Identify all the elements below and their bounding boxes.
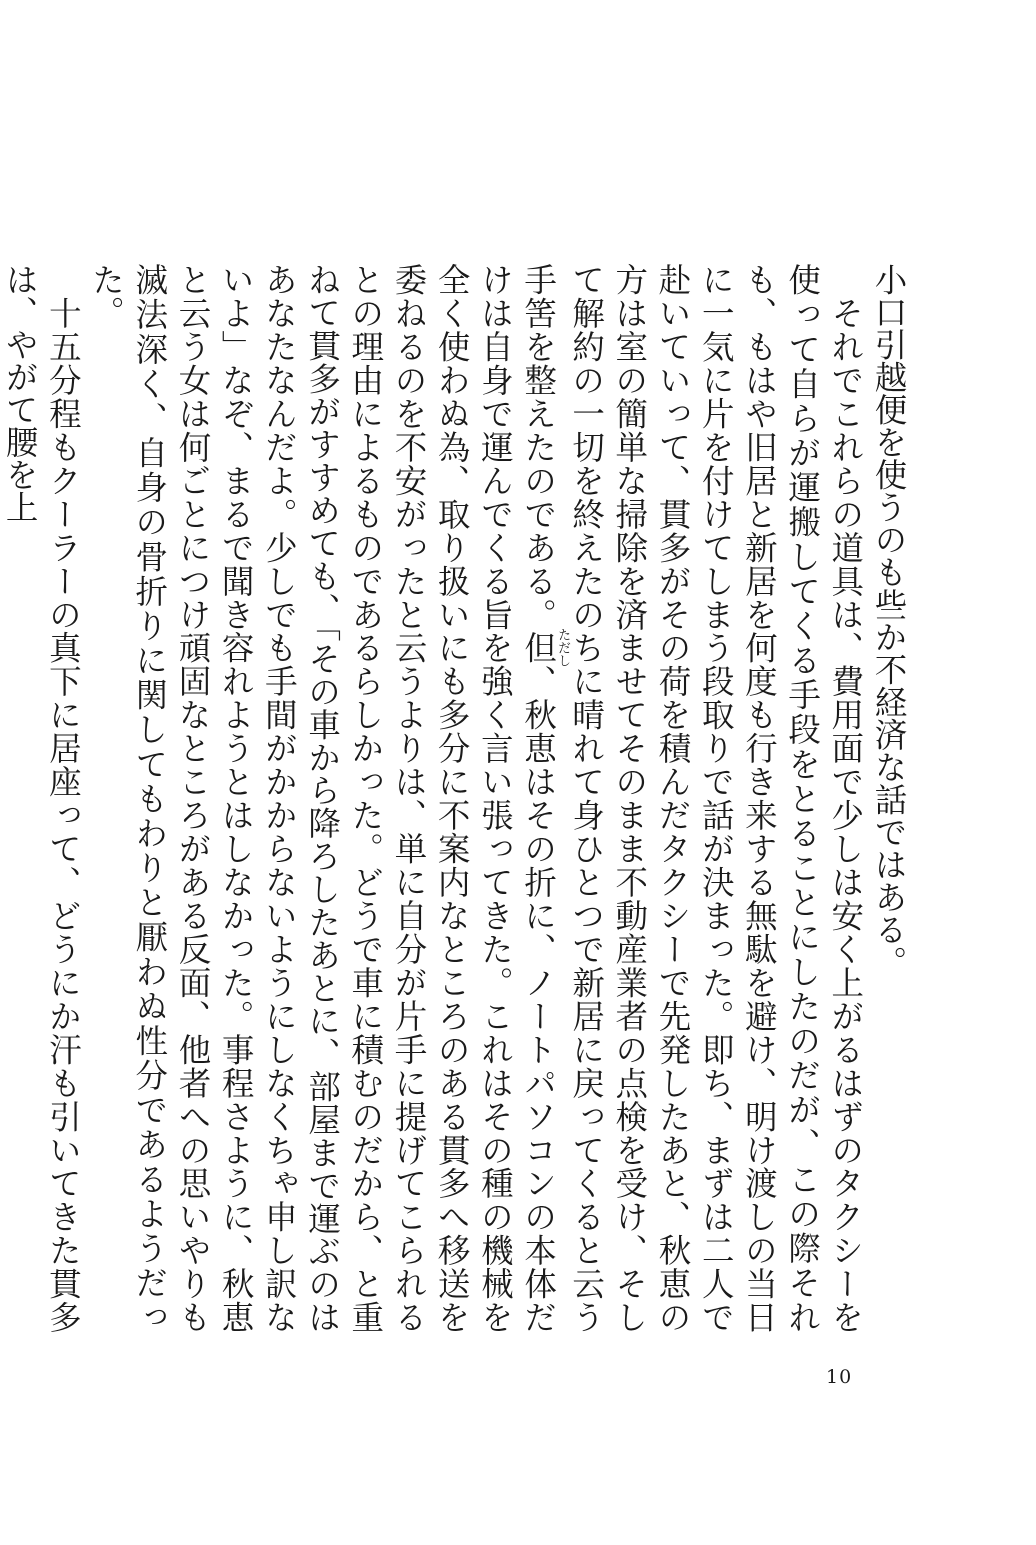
ruby-annotation: 但ただし bbox=[519, 627, 571, 667]
paragraph-continuation: 小口引越便を使うのも些か不経済な話ではある。 bbox=[870, 263, 908, 978]
vertical-text-block bbox=[0, 263, 910, 1333]
paragraph-main: それでこれらの道具は、費用面で少しは安く上がるはずのタクシーを使って自らが運搬してくる手段をとることにしたのだが、この際それも、もはや旧居と新居を何度も行き来する無駄を避け、明け渡しの当日に一気に片を付けてしまう段取りで話が決まった。即ち、まずは二人で赴いていって、貫多がその荷を積んだタクシーで先発したあと、秋恵の方は室の簡単な掃除を済ませてそのまま不動産業者の点検を受け、そして解約の一切を終えたのちに晴れて身ひとつで新居に戻ってくると云う手筈を整えたのである。但ただし、秋恵はその折に、ノートパソコンの本体だけは自身で運んでくる旨を強く言い張ってきた。これはその種の機械を全く使わぬ為、取り扱いにも多分に不案内なところのある貫多へ移送を委ねるのを不安がったと云うよりは、単に自分が片手に提げてこられるとの理由によるものであるらしかった。どうで車に積むのだから、と重ねて貫多がすすめても、「その車から降ろしたあとに、部屋まで運ぶのはあなたなんだよ。少しでも手間がかからないようにしなくちゃ申し訳ないよ」なぞ、まるで聞き容れようとはしなかった。事程さように、秋恵と云う女は何ごとにつけ頑固なところがある反面、他者への思いやりも滅法深く、自身の骨折りに関してもわりと厭わぬ性分であるようだった。 bbox=[87, 263, 865, 1334]
page-number: 10 bbox=[826, 1366, 853, 1388]
ruby-reading: ただし bbox=[555, 627, 571, 667]
paragraph-next: 十五分程もクーラーの真下に居座って、どうにか汗も引いてきた貫多は、やがて腰を上 bbox=[1, 263, 83, 1333]
